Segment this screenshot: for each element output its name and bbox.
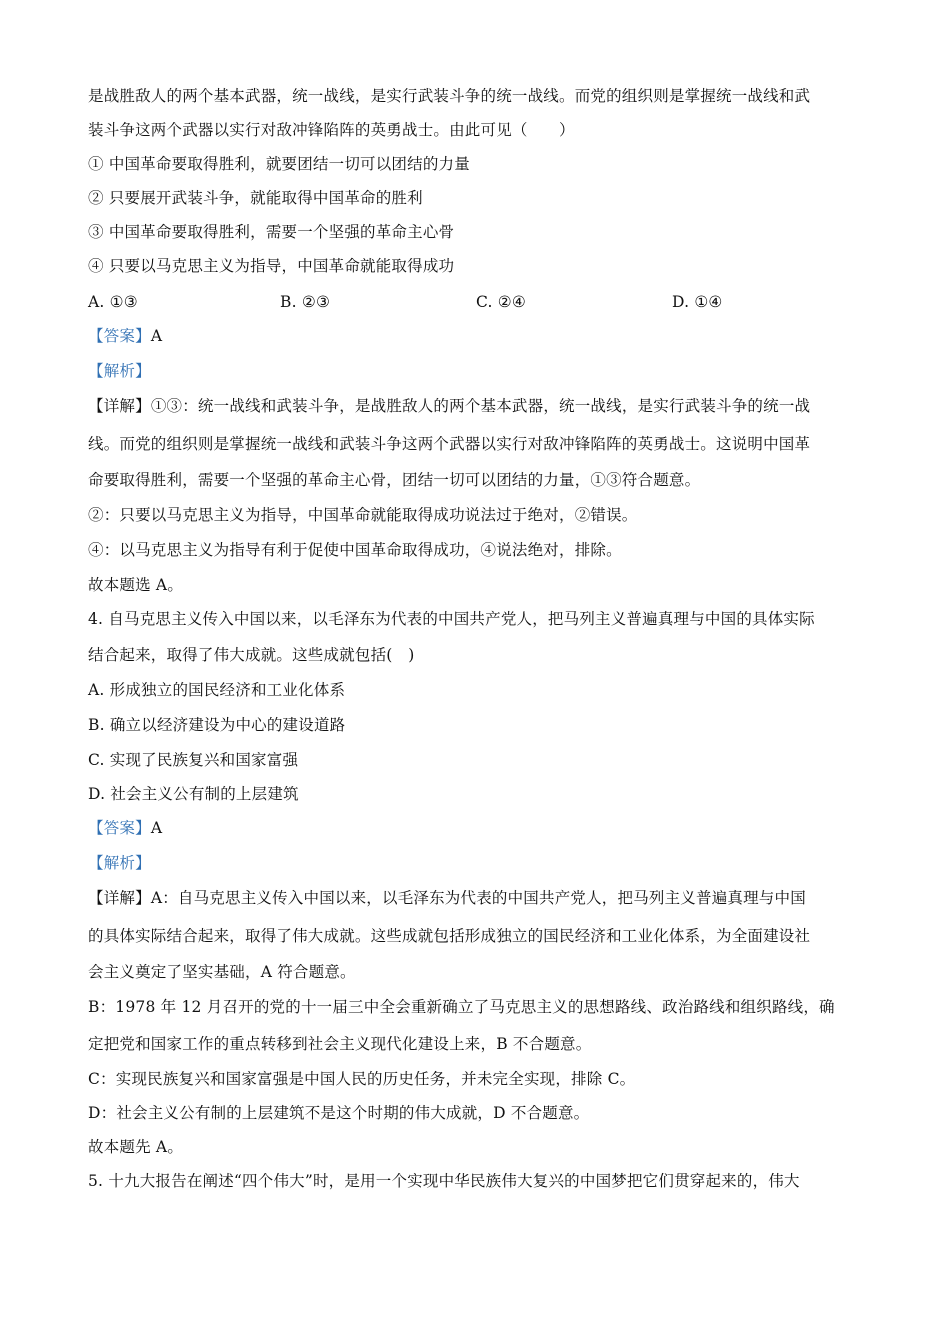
- q4-answer: [88, 818, 162, 838]
- q4-option-c: C. 实现了民族复兴和国家富强: [88, 751, 299, 769]
- q3-statement-1: ① 中国革命要取得胜利，就要团结一切可以团结的力量: [88, 155, 470, 173]
- q4-answer-tag: 【答案】: [88, 819, 151, 837]
- q3-conclusion: 故本题选 A。: [88, 576, 184, 594]
- q4-detail-line-5: 定把党和国家工作的重点转移到社会主义现代化建设上来，B 不合题意。: [88, 1035, 592, 1053]
- q3-option-b: B. ②③: [280, 293, 331, 311]
- q3-detail-line-1: [88, 396, 810, 416]
- q4-detail-line-7: D：社会主义公有制的上层建筑不是这个时期的伟大成就，D 不合题意。: [88, 1104, 590, 1122]
- q4-detail-text-1: A：自马克思主义传入中国以来，以毛泽东为代表的中国共产党人，把马列主义普遍真理与中国: [150, 889, 806, 907]
- q3-option-d: D. ①④: [672, 293, 723, 311]
- q5-stem-line-1: 5. 十九大报告在阐述“四个伟大”时，是用一个实现中华民族伟大复兴的中国梦把它们贯穿起来的，伟大: [88, 1172, 800, 1190]
- q4-option-d: D. 社会主义公有制的上层建筑: [88, 785, 299, 803]
- q4-conclusion: 故本题先 A。: [88, 1138, 184, 1156]
- q4-option-a: A. 形成独立的国民经济和工业化体系: [88, 681, 346, 699]
- q3-answer: [88, 326, 162, 346]
- q3-stem-line-1: 是战胜敌人的两个基本武器，统一战线，是实行武装斗争的统一战线。而党的组织则是掌握统一战线和武: [88, 87, 811, 105]
- q4-analysis-tag: 【解析】: [88, 854, 151, 872]
- q3-options-row: [88, 292, 723, 312]
- q3-detail-tag: 【详解】: [88, 397, 151, 415]
- q3-answer-tag: 【答案】: [88, 327, 151, 345]
- q3-detail-line-2: 线。而党的组织则是掌握统一战线和武装斗争这两个武器以实行对敌冲锋陷阵的英勇战士。这说明中国革: [88, 435, 811, 453]
- q3-answer-value: A: [150, 327, 163, 345]
- q3-option-c: C. ②④: [476, 293, 526, 311]
- q3-detail-line-4: ②：只要以马克思主义为指导，中国革命就能取得成功说法过于绝对，②错误。: [88, 506, 638, 524]
- q3-option-a: A. ①③: [88, 293, 138, 311]
- q4-detail-line-1: [88, 888, 806, 908]
- q3-detail-line-3: 命要取得胜利，需要一个坚强的革命主心骨，团结一切可以团结的力量，①③符合题意。: [88, 471, 701, 489]
- q4-detail-tag: 【详解】: [88, 889, 151, 907]
- q3-statement-2: ② 只要展开武装斗争，就能取得中国革命的胜利: [88, 189, 423, 207]
- q3-detail-line-5: ④：以马克思主义为指导有利于促使中国革命取得成功，④说法绝对，排除。: [88, 541, 622, 559]
- q3-statement-3: ③ 中国革命要取得胜利，需要一个坚强的革命主心骨: [88, 223, 455, 241]
- q4-detail-line-2: 的具体实际结合起来，取得了伟大成就。这些成就包括形成独立的国民经济和工业化体系，为全面建设社: [88, 927, 811, 945]
- q3-detail-text-1: ①③：统一战线和武装斗争，是战胜敌人的两个基本武器，统一战线，是实行武装斗争的统一战: [150, 397, 811, 415]
- q3-statement-4: ④ 只要以马克思主义为指导，中国革命就能取得成功: [88, 257, 455, 275]
- q3-stem-line-2: 装斗争这两个武器以实行对敌冲锋陷阵的英勇战士。由此可见（ ）: [88, 121, 575, 139]
- q3-analysis-tag: 【解析】: [88, 362, 151, 380]
- q4-answer-value: A: [150, 819, 163, 837]
- q4-detail-line-6: C：实现民族复兴和国家富强是中国人民的历史任务，并未完全实现，排除 C。: [88, 1070, 636, 1088]
- q4-stem-line-2: 结合起来，取得了伟大成就。这些成就包括( ): [88, 646, 415, 664]
- q4-option-b: B. 确立以经济建设为中心的建设道路: [88, 716, 346, 734]
- q4-detail-line-3: 会主义奠定了坚实基础，A 符合题意。: [88, 963, 356, 981]
- q4-detail-line-4: B：1978 年 12 月召开的党的十一届三中全会重新确立了马克思主义的思想路线、政治路线和组织路线，确: [88, 998, 835, 1016]
- q4-stem-line-1: 4. 自马克思主义传入中国以来，以毛泽东为代表的中国共产党人，把马列主义普遍真理与中国的具体实际: [88, 610, 815, 628]
